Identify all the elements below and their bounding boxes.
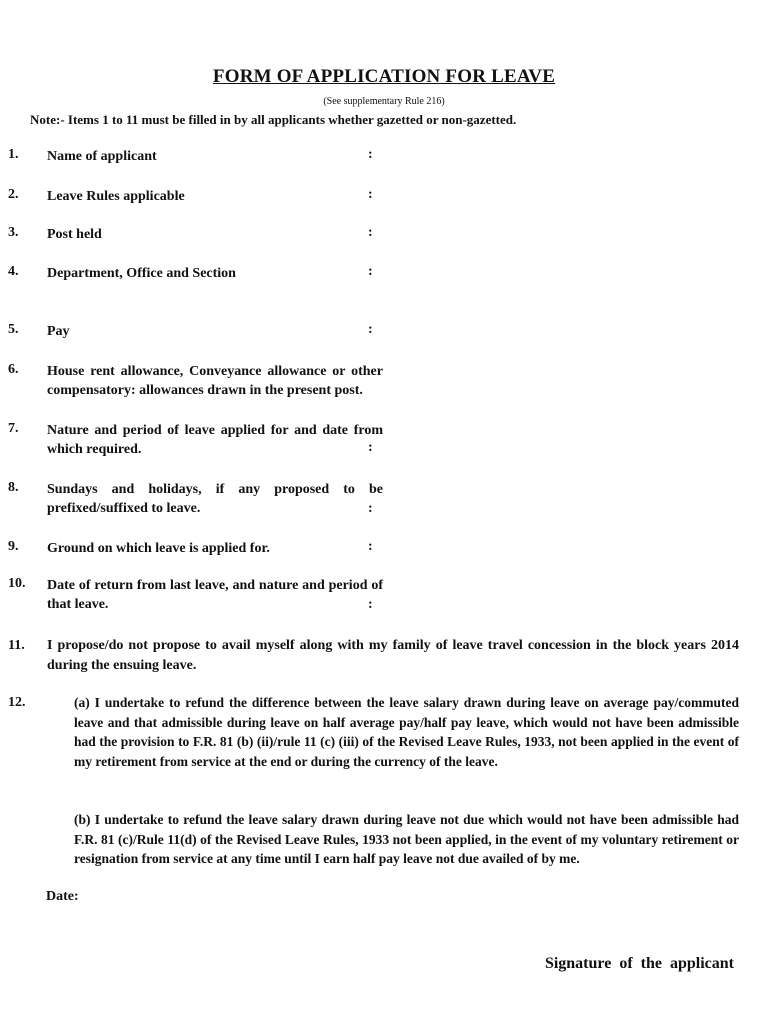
form-subtitle: (See supplementary Rule 216) (323, 96, 445, 107)
item-colon: : (368, 147, 373, 162)
item-colon: : (368, 322, 373, 337)
item-label: Post held (47, 227, 102, 242)
undertaking-a (74, 693, 739, 771)
item-label: Date of return from last leave, and nature and period of that leave. (47, 578, 383, 612)
form-title: FORM OF APPLICATION FOR LEAVE (212, 66, 556, 87)
item-number: 1. (8, 147, 19, 162)
item-number: 4. (8, 264, 19, 279)
item-label: Pay (47, 324, 70, 339)
item-number: 9. (8, 539, 19, 554)
item-label: House rent allowance, Conveyance allowance or other compensatory: allowances drawn in the present post. (47, 364, 383, 398)
item-number: 7. (8, 421, 19, 436)
item-label: Leave Rules applicable (47, 189, 185, 204)
undertaking-a-text: (a) I undertake to refund the difference between the leave salary drawn during leave on average pay/commuted leave and that admissible during leave on half average pay/half pay leave, which would not have been admissible had the provision to F.R. 81 (b) (ii)/rule 11 (c) (iii) of the Revised Leave Rules, 1933, not been applied in the event of my retirement from service at the end or during the currency of the leave. (74, 695, 739, 769)
form-note: Note:- Items 1 to 11 must be filled in by all applicants whether gazetted or non-gazetted. (30, 112, 517, 127)
item-label: Nature and period of leave applied for and date from which required. (47, 423, 383, 457)
item-label: Ground on which leave is applied for. (47, 541, 270, 556)
undertaking-b-text: (b) I undertake to refund the leave salary drawn during leave not due which would not have been admissible had F.R. 81 (c)/Rule 11(d) of the Revised Leave Rules, 1933 not been applied, in the event of my voluntary retirement or resignation from service at any time until I earn half pay leave not due availed of by me. (74, 812, 739, 866)
item-label: Sundays and holidays, if any proposed to be prefixed/suffixed to leave. (47, 482, 383, 516)
item-number: 3. (8, 225, 19, 240)
item-colon: : (368, 440, 373, 455)
item-number: 2. (8, 187, 19, 202)
item-colon: : (368, 225, 373, 240)
item-number: 8. (8, 480, 19, 495)
item-colon: : (368, 501, 373, 516)
item-label: Department, Office and Section (47, 266, 236, 281)
undertaking-b (74, 810, 739, 869)
item-colon: : (368, 539, 373, 554)
item-colon: : (368, 597, 373, 612)
item-colon: : (368, 187, 373, 202)
item-number: 10. (8, 576, 26, 591)
form-item-11-text: I propose/do not propose to avail myself along with my family of leave travel concession in the block years 2014 during the ensuing leave. (47, 638, 739, 673)
signature-label: Signature of the applicant (544, 955, 734, 972)
item-colon: : (368, 264, 373, 279)
item-number: 12. (8, 695, 26, 710)
item-number: 5. (8, 322, 19, 337)
date-label: Date: (46, 889, 79, 904)
item-label: Name of applicant (47, 149, 157, 164)
item-number: 6. (8, 362, 19, 377)
item-number: 11. (8, 638, 25, 653)
